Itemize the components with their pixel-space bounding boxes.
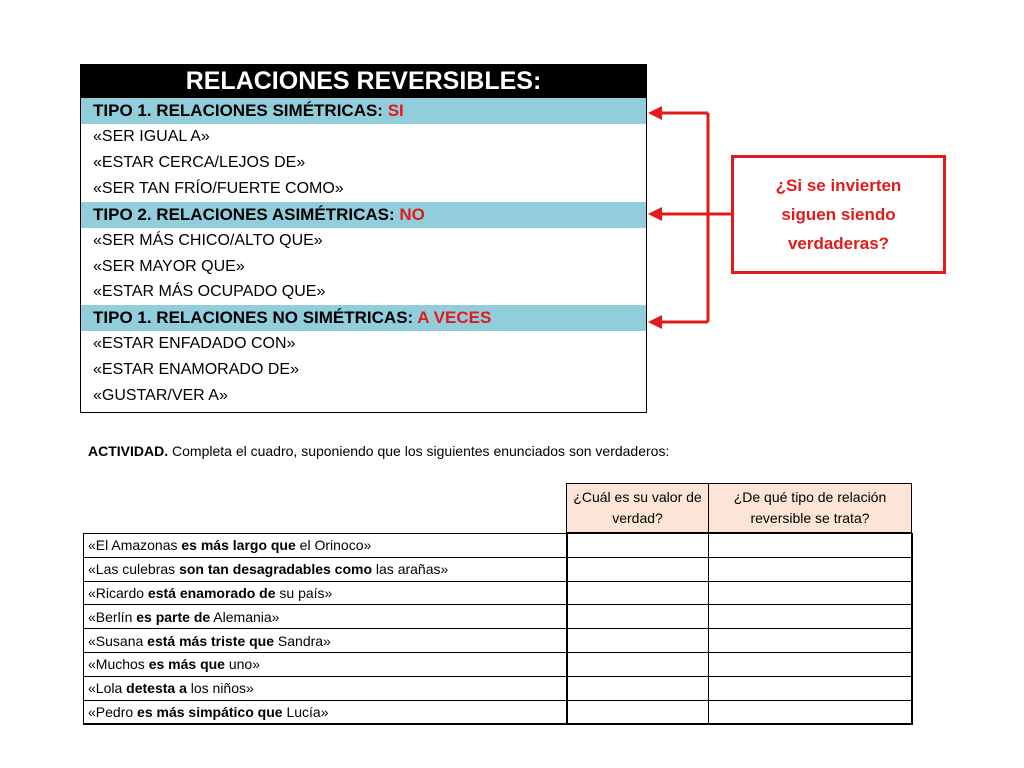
relation-type-answer-cell[interactable] [709,557,912,581]
header-truth-value: ¿Cuál es su valor de verdad? [567,484,709,533]
table-row [84,676,912,700]
relations-title: RELACIONES REVERSIBLES: [81,65,646,98]
truth-value-answer-cell[interactable] [567,629,709,653]
statement-cell [84,676,567,700]
statement-relation: es más simpático que [137,703,283,720]
type-3-answer: A VECES [417,308,492,328]
statement-text: «Pedro [88,703,138,720]
statement-relation: detesta a [126,680,187,697]
activity-table [83,533,913,725]
type-3-item: «GUSTAR/VER A» [93,387,228,405]
relation-type-answer-cell[interactable] [709,629,912,653]
activity-table-header [566,483,912,533]
statement-text: «Muchos [88,656,149,673]
truth-value-answer-cell[interactable] [567,581,709,605]
relation-type-answer-cell[interactable] [709,581,912,605]
statement-relation: es más largo que [181,537,296,554]
relation-type-answer-cell[interactable] [709,676,912,700]
statement-cell [84,534,567,558]
type-3-item: «ESTAR ENFADADO CON» [93,335,296,353]
statement-cell [84,557,567,581]
activity-lead: ACTIVIDAD. [88,443,169,459]
activity-instruction-text: Completa el cuadro, suponiendo que los siguientes enunciados son verdaderos: [168,443,670,459]
statement-cell [84,581,567,605]
statement-text: su país» [275,584,333,601]
table-row [84,652,912,676]
relation-type-answer-cell[interactable] [709,652,912,676]
type-1-item: «SER IGUAL A» [93,128,210,145]
truth-value-answer-cell[interactable] [567,676,709,700]
type-2-label: TIPO 2. RELACIONES ASIMÉTRICAS: [93,204,400,224]
type-2-item: «ESTAR MÁS OCUPADO QUE» [93,283,326,301]
table-row [84,534,912,558]
statement-text: «Lola [88,680,127,697]
question-line: siguen siendo [781,205,896,224]
question-box [731,155,946,274]
statement-text: el Orinoco» [295,537,372,554]
question-line: ¿Si se invierten [775,176,902,195]
question-line: verdaderas? [787,234,890,253]
table-row [84,700,912,724]
arrow-head-type-3 [648,315,662,329]
type-2-item: «SER MAYOR QUE» [93,257,245,275]
statement-relation: es más que [148,656,225,673]
arrow-head-type-2 [648,207,662,221]
arrow-head-type-1 [648,106,662,120]
statement-cell [84,629,567,653]
activity-instruction [88,443,669,459]
relation-type-answer-cell[interactable] [709,605,912,629]
statement-text: «Berlín [88,608,137,625]
type-1-label: TIPO 1. RELACIONES SIMÉTRICAS: [93,101,388,120]
type-3-label: TIPO 1. RELACIONES NO SIMÉTRICAS: [93,308,418,328]
truth-value-answer-cell[interactable] [567,652,709,676]
statement-text: las arañas» [372,561,449,578]
truth-value-answer-cell[interactable] [567,534,709,558]
statement-text: «Ricardo [88,584,148,601]
type-2-answer: NO [399,204,425,224]
statement-text: uno» [224,656,261,673]
relation-type-answer-cell[interactable] [709,700,912,724]
relation-type-answer-cell[interactable] [709,534,912,558]
truth-value-answer-cell[interactable] [567,700,709,724]
statement-text: «Susana [88,632,148,649]
statement-text: Alemania» [210,608,280,625]
statement-text: los niños» [186,680,254,697]
table-row [84,581,912,605]
truth-value-answer-cell[interactable] [567,605,709,629]
type-3-item: «ESTAR ENAMORADO DE» [93,361,299,379]
statement-relation: es parte de [136,608,211,625]
statement-text: «Las culebras [88,561,180,578]
statement-text: Lucía» [282,703,329,720]
type-1-item: «ESTAR CERCA/LEJOS DE» [93,153,306,171]
statement-text: «El Amazonas [88,537,182,554]
statement-relation: está enamorado de [147,584,276,601]
truth-value-answer-cell[interactable] [567,557,709,581]
table-row [84,605,912,629]
header-relation-type: ¿De qué tipo de relación reversible se trata? [709,484,912,533]
statement-relation: son tan desagradables como [179,561,373,578]
table-row [84,629,912,653]
table-row [84,557,912,581]
type-1-answer: SI [387,101,404,120]
statement-relation: está más triste que [147,632,275,649]
statement-text: Sandra» [274,632,331,649]
type-2-item: «SER MÁS CHICO/ALTO QUE» [93,231,323,249]
statement-cell [84,700,567,724]
statement-cell [84,652,567,676]
type-1-item: «SER TAN FRÍO/FUERTE COMO» [93,179,344,197]
statement-cell [84,605,567,629]
